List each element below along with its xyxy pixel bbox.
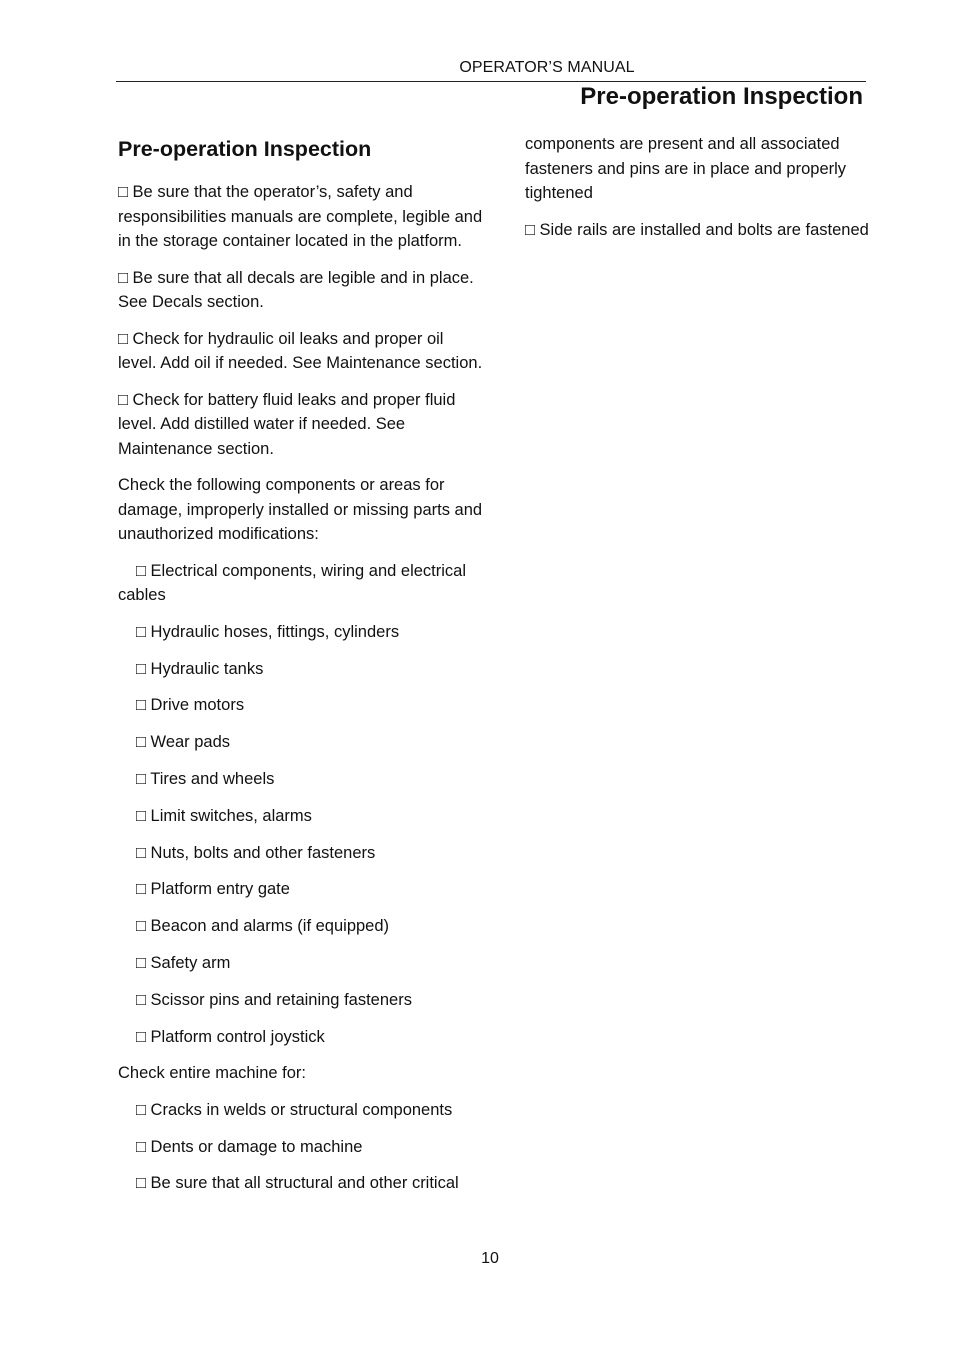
machine-intro: Check entire machine for: <box>118 1064 307 1083</box>
check-side-rails: □ Side rails are installed and bolts are fastened <box>525 220 869 239</box>
component-item: □ Platform control joystick <box>136 1027 325 1046</box>
components-intro: Check the following components or areas for damage, improperly installed or missing parts and unauthorized modifications: <box>118 476 483 543</box>
component-item: □ Tires and wheels <box>136 769 275 788</box>
check-decals: □ Be sure that all decals are legible and in place. See Decals section. <box>118 268 474 311</box>
machine-check-item: □ Dents or damage to machine <box>136 1137 363 1156</box>
page-number: 10 <box>481 1250 499 1267</box>
component-item: □ Beacon and alarms (if equipped) <box>136 917 390 936</box>
component-item: □ Electrical components, wiring and electrical cables <box>118 561 467 604</box>
running-header: OPERATOR’S MANUAL <box>459 59 635 76</box>
component-item: □ Limit switches, alarms <box>136 806 312 825</box>
component-item: □ Hydraulic tanks <box>136 659 264 678</box>
section-title: Pre-operation Inspection <box>580 83 863 110</box>
component-item: □ Drive motors <box>136 696 245 715</box>
check-manuals: □ Be sure that the operator’s, safety and responsibilities manuals are complete, legible and in the storage container located in the platform. <box>118 183 483 250</box>
left-column <box>118 134 483 1208</box>
machine-check-item: □ Be sure that all structural and other critical <box>136 1174 459 1193</box>
machine-check-item: □ Cracks in welds or structural components <box>136 1100 453 1119</box>
check-battery-fluid: □ Check for battery fluid leaks and proper fluid level. Add distilled water if needed. See Maintenance section. <box>118 390 456 458</box>
header-rule <box>116 81 866 82</box>
check-hydraulic-oil: □ Check for hydraulic oil leaks and proper oil level. Add oil if needed. See Maintenance section. <box>118 329 483 372</box>
component-item: □ Safety arm <box>136 953 231 972</box>
component-item: □ Hydraulic hoses, fittings, cylinders <box>136 622 400 641</box>
component-item: □ Scissor pins and retaining fasteners <box>136 990 412 1009</box>
component-item: □ Nuts, bolts and other fasteners <box>136 843 376 862</box>
continuation-text: components are present and all associated fasteners and pins are in place and properly tightened <box>525 135 847 202</box>
component-item: □ Wear pads <box>136 733 231 752</box>
right-column <box>525 132 870 254</box>
component-item: □ Platform entry gate <box>136 880 290 899</box>
column-heading: Pre-operation Inspection <box>118 137 372 161</box>
